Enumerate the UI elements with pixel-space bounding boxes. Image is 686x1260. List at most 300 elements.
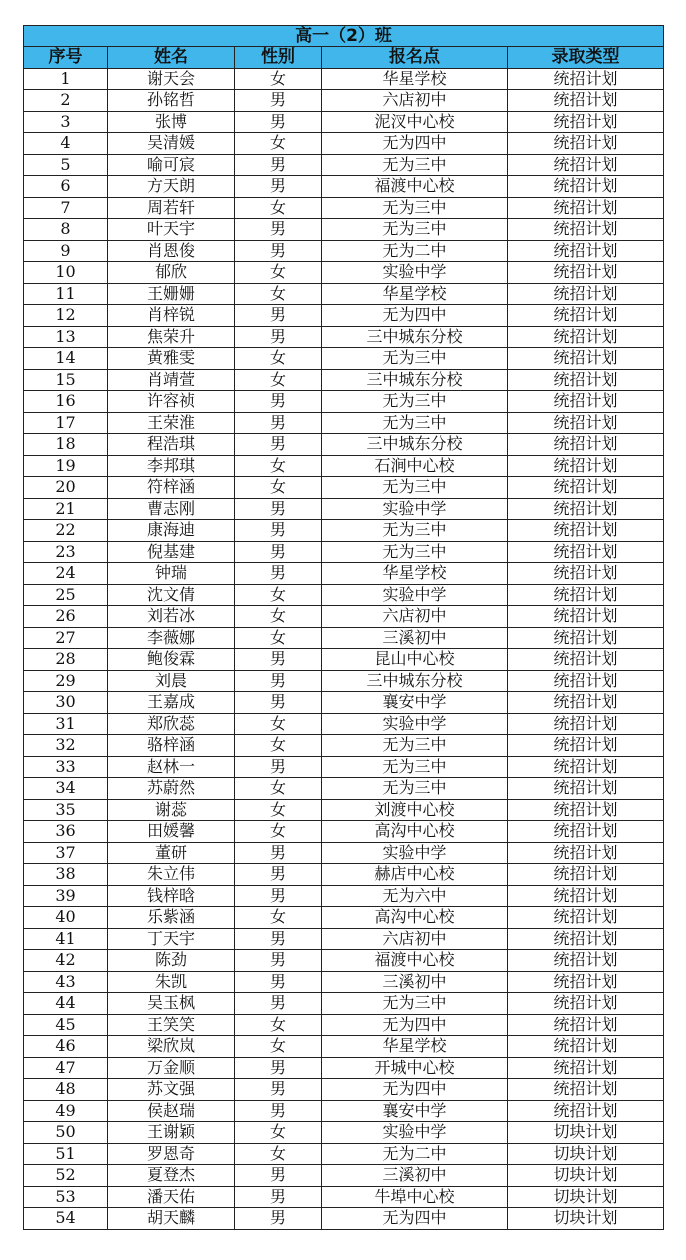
cell-serial: 30	[24, 692, 108, 714]
cell-serial: 50	[24, 1122, 108, 1144]
table-row	[24, 369, 664, 391]
table-row	[24, 692, 664, 714]
cell-name: 王笑笑	[108, 1014, 235, 1036]
cell-serial: 31	[24, 713, 108, 735]
cell-name: 董研	[108, 842, 235, 864]
cell-gender: 女	[235, 907, 322, 929]
cell-serial: 37	[24, 842, 108, 864]
cell-admission-type: 统招计划	[508, 240, 664, 262]
cell-admission-type: 统招计划	[508, 627, 664, 649]
cell-serial: 53	[24, 1186, 108, 1208]
cell-serial: 42	[24, 950, 108, 972]
cell-registration-site: 实验中学	[322, 262, 508, 284]
cell-registration-site: 高沟中心校	[322, 821, 508, 843]
table-row	[24, 305, 664, 327]
cell-serial: 20	[24, 477, 108, 499]
table-row	[24, 627, 664, 649]
cell-serial: 39	[24, 885, 108, 907]
cell-serial: 5	[24, 154, 108, 176]
cell-gender: 男	[235, 842, 322, 864]
cell-admission-type: 统招计划	[508, 907, 664, 929]
cell-registration-site: 三中城东分校	[322, 326, 508, 348]
cell-name: 朱立伟	[108, 864, 235, 886]
cell-registration-site: 无为三中	[322, 391, 508, 413]
cell-registration-site: 三中城东分校	[322, 369, 508, 391]
cell-name: 吴清媛	[108, 133, 235, 155]
cell-admission-type: 统招计划	[508, 391, 664, 413]
cell-admission-type: 统招计划	[508, 369, 664, 391]
cell-name: 陈劲	[108, 950, 235, 972]
cell-name: 梁欣岚	[108, 1036, 235, 1058]
cell-registration-site: 赫店中心校	[322, 864, 508, 886]
cell-gender: 男	[235, 670, 322, 692]
cell-name: 曹志刚	[108, 498, 235, 520]
cell-name: 焦荣升	[108, 326, 235, 348]
cell-gender: 男	[235, 1165, 322, 1187]
cell-admission-type: 统招计划	[508, 885, 664, 907]
cell-name: 黄雅雯	[108, 348, 235, 370]
cell-gender: 男	[235, 692, 322, 714]
cell-admission-type: 统招计划	[508, 197, 664, 219]
cell-admission-type: 统招计划	[508, 563, 664, 585]
cell-admission-type: 统招计划	[508, 90, 664, 112]
cell-admission-type: 统招计划	[508, 735, 664, 757]
cell-gender: 男	[235, 563, 322, 585]
cell-name: 罗恩奇	[108, 1143, 235, 1165]
cell-registration-site: 福渡中心校	[322, 176, 508, 198]
cell-name: 周若轩	[108, 197, 235, 219]
cell-admission-type: 统招计划	[508, 713, 664, 735]
cell-registration-site: 无为二中	[322, 1143, 508, 1165]
table-row	[24, 1186, 664, 1208]
cell-serial: 29	[24, 670, 108, 692]
table-row	[24, 326, 664, 348]
cell-admission-type: 统招计划	[508, 348, 664, 370]
table-row	[24, 649, 664, 671]
cell-admission-type: 统招计划	[508, 111, 664, 133]
cell-registration-site: 刘渡中心校	[322, 799, 508, 821]
cell-name: 朱凯	[108, 971, 235, 993]
cell-admission-type: 统招计划	[508, 455, 664, 477]
cell-gender: 女	[235, 778, 322, 800]
cell-name: 王谢颖	[108, 1122, 235, 1144]
cell-gender: 男	[235, 219, 322, 241]
cell-name: 符梓涵	[108, 477, 235, 499]
cell-serial: 8	[24, 219, 108, 241]
cell-gender: 男	[235, 111, 322, 133]
cell-serial: 4	[24, 133, 108, 155]
cell-serial: 11	[24, 283, 108, 305]
header-row	[24, 47, 664, 69]
cell-registration-site: 六店初中	[322, 606, 508, 628]
header-name: 姓名	[108, 47, 235, 69]
cell-registration-site: 无为三中	[322, 778, 508, 800]
cell-admission-type: 统招计划	[508, 262, 664, 284]
cell-name: 康海迪	[108, 520, 235, 542]
cell-gender: 女	[235, 584, 322, 606]
cell-gender: 男	[235, 649, 322, 671]
cell-admission-type: 统招计划	[508, 477, 664, 499]
cell-admission-type: 统招计划	[508, 778, 664, 800]
table-row	[24, 864, 664, 886]
cell-serial: 28	[24, 649, 108, 671]
cell-gender: 女	[235, 1014, 322, 1036]
table-row	[24, 993, 664, 1015]
cell-admission-type: 统招计划	[508, 219, 664, 241]
cell-name: 钟瑞	[108, 563, 235, 585]
cell-registration-site: 实验中学	[322, 498, 508, 520]
cell-gender: 男	[235, 391, 322, 413]
table-row	[24, 713, 664, 735]
cell-name: 骆梓涵	[108, 735, 235, 757]
cell-gender: 男	[235, 154, 322, 176]
cell-serial: 49	[24, 1100, 108, 1122]
cell-gender: 女	[235, 1122, 322, 1144]
table-row	[24, 197, 664, 219]
table-row	[24, 756, 664, 778]
cell-gender: 女	[235, 735, 322, 757]
table-row	[24, 477, 664, 499]
table-row	[24, 885, 664, 907]
cell-serial: 27	[24, 627, 108, 649]
class-title: 高一（2）班	[24, 26, 664, 47]
class-roster-table	[23, 25, 664, 1230]
cell-gender: 女	[235, 627, 322, 649]
cell-admission-type: 统招计划	[508, 1100, 664, 1122]
table-row	[24, 1208, 664, 1230]
cell-registration-site: 无为三中	[322, 219, 508, 241]
cell-admission-type: 统招计划	[508, 928, 664, 950]
cell-admission-type: 统招计划	[508, 520, 664, 542]
table-row	[24, 950, 664, 972]
table-row	[24, 928, 664, 950]
cell-gender: 男	[235, 412, 322, 434]
cell-registration-site: 无为三中	[322, 154, 508, 176]
cell-registration-site: 昆山中心校	[322, 649, 508, 671]
cell-admission-type: 统招计划	[508, 1014, 664, 1036]
cell-registration-site: 无为三中	[322, 735, 508, 757]
table-row	[24, 111, 664, 133]
cell-admission-type: 统招计划	[508, 670, 664, 692]
table-row	[24, 1165, 664, 1187]
table-row	[24, 154, 664, 176]
cell-registration-site: 无为四中	[322, 133, 508, 155]
cell-registration-site: 无为三中	[322, 520, 508, 542]
table-row	[24, 1014, 664, 1036]
table-row	[24, 68, 664, 90]
cell-gender: 女	[235, 1143, 322, 1165]
table-row	[24, 670, 664, 692]
cell-admission-type: 统招计划	[508, 799, 664, 821]
cell-registration-site: 三溪初中	[322, 627, 508, 649]
table-row	[24, 1079, 664, 1101]
cell-gender: 男	[235, 756, 322, 778]
table-row	[24, 971, 664, 993]
cell-serial: 23	[24, 541, 108, 563]
cell-registration-site: 无为三中	[322, 412, 508, 434]
table-row	[24, 1057, 664, 1079]
cell-admission-type: 统招计划	[508, 993, 664, 1015]
cell-admission-type: 统招计划	[508, 756, 664, 778]
cell-admission-type: 统招计划	[508, 1036, 664, 1058]
cell-serial: 51	[24, 1143, 108, 1165]
cell-admission-type: 统招计划	[508, 68, 664, 90]
cell-serial: 32	[24, 735, 108, 757]
cell-gender: 男	[235, 240, 322, 262]
cell-name: 胡天麟	[108, 1208, 235, 1230]
cell-gender: 女	[235, 713, 322, 735]
table-row	[24, 606, 664, 628]
cell-admission-type: 切块计划	[508, 1186, 664, 1208]
cell-gender: 男	[235, 950, 322, 972]
cell-admission-type: 统招计划	[508, 821, 664, 843]
cell-serial: 48	[24, 1079, 108, 1101]
cell-name: 王嘉成	[108, 692, 235, 714]
cell-gender: 男	[235, 498, 322, 520]
header-registration-site: 报名点	[322, 47, 508, 69]
cell-name: 刘晨	[108, 670, 235, 692]
cell-registration-site: 华星学校	[322, 283, 508, 305]
cell-gender: 男	[235, 885, 322, 907]
cell-serial: 15	[24, 369, 108, 391]
cell-serial: 36	[24, 821, 108, 843]
cell-serial: 33	[24, 756, 108, 778]
cell-admission-type: 统招计划	[508, 606, 664, 628]
cell-registration-site: 无为六中	[322, 885, 508, 907]
table-row	[24, 735, 664, 757]
cell-name: 谢天会	[108, 68, 235, 90]
cell-name: 李薇娜	[108, 627, 235, 649]
table-row	[24, 541, 664, 563]
cell-registration-site: 三中城东分校	[322, 434, 508, 456]
cell-serial: 45	[24, 1014, 108, 1036]
cell-name: 沈文倩	[108, 584, 235, 606]
cell-gender: 男	[235, 1100, 322, 1122]
table-row	[24, 1122, 664, 1144]
table-row	[24, 90, 664, 112]
cell-name: 鲍俊霖	[108, 649, 235, 671]
cell-name: 肖恩俊	[108, 240, 235, 262]
cell-admission-type: 统招计划	[508, 154, 664, 176]
cell-admission-type: 统招计划	[508, 412, 664, 434]
cell-admission-type: 统招计划	[508, 842, 664, 864]
cell-gender: 男	[235, 1186, 322, 1208]
cell-gender: 男	[235, 1208, 322, 1230]
cell-name: 赵林一	[108, 756, 235, 778]
cell-admission-type: 切块计划	[508, 1208, 664, 1230]
cell-registration-site: 无为三中	[322, 348, 508, 370]
cell-registration-site: 开城中心校	[322, 1057, 508, 1079]
cell-gender: 女	[235, 133, 322, 155]
cell-registration-site: 襄安中学	[322, 1100, 508, 1122]
cell-gender: 男	[235, 326, 322, 348]
cell-name: 李邦琪	[108, 455, 235, 477]
table-row	[24, 262, 664, 284]
cell-serial: 34	[24, 778, 108, 800]
cell-gender: 男	[235, 305, 322, 327]
cell-registration-site: 三中城东分校	[322, 670, 508, 692]
table-row	[24, 176, 664, 198]
cell-admission-type: 统招计划	[508, 1079, 664, 1101]
cell-registration-site: 华星学校	[322, 68, 508, 90]
cell-serial: 40	[24, 907, 108, 929]
cell-serial: 24	[24, 563, 108, 585]
cell-gender: 男	[235, 864, 322, 886]
cell-gender: 男	[235, 1057, 322, 1079]
cell-admission-type: 统招计划	[508, 498, 664, 520]
cell-name: 苏蔚然	[108, 778, 235, 800]
cell-registration-site: 三溪初中	[322, 971, 508, 993]
cell-serial: 6	[24, 176, 108, 198]
cell-serial: 21	[24, 498, 108, 520]
cell-gender: 女	[235, 348, 322, 370]
cell-gender: 男	[235, 90, 322, 112]
cell-name: 张博	[108, 111, 235, 133]
cell-admission-type: 统招计划	[508, 1057, 664, 1079]
table-row	[24, 842, 664, 864]
cell-registration-site: 六店初中	[322, 90, 508, 112]
cell-registration-site: 牛埠中心校	[322, 1186, 508, 1208]
cell-name: 刘若冰	[108, 606, 235, 628]
cell-admission-type: 统招计划	[508, 434, 664, 456]
cell-registration-site: 襄安中学	[322, 692, 508, 714]
cell-serial: 22	[24, 520, 108, 542]
cell-name: 喻可宸	[108, 154, 235, 176]
cell-gender: 男	[235, 434, 322, 456]
cell-gender: 男	[235, 928, 322, 950]
cell-serial: 19	[24, 455, 108, 477]
cell-admission-type: 统招计划	[508, 326, 664, 348]
header-gender: 性别	[235, 47, 322, 69]
cell-name: 万金顺	[108, 1057, 235, 1079]
table-row	[24, 219, 664, 241]
cell-gender: 男	[235, 971, 322, 993]
cell-registration-site: 华星学校	[322, 1036, 508, 1058]
table-row	[24, 799, 664, 821]
table-row	[24, 1100, 664, 1122]
table-row	[24, 133, 664, 155]
table-row	[24, 778, 664, 800]
cell-serial: 2	[24, 90, 108, 112]
cell-registration-site: 无为四中	[322, 305, 508, 327]
cell-gender: 男	[235, 520, 322, 542]
cell-registration-site: 华星学校	[322, 563, 508, 585]
cell-serial: 52	[24, 1165, 108, 1187]
cell-gender: 男	[235, 1079, 322, 1101]
cell-gender: 男	[235, 993, 322, 1015]
table-row	[24, 821, 664, 843]
cell-gender: 女	[235, 455, 322, 477]
cell-name: 夏登杰	[108, 1165, 235, 1187]
cell-gender: 女	[235, 799, 322, 821]
cell-registration-site: 无为三中	[322, 541, 508, 563]
cell-admission-type: 统招计划	[508, 950, 664, 972]
cell-serial: 12	[24, 305, 108, 327]
cell-registration-site: 实验中学	[322, 584, 508, 606]
cell-name: 乐紫涵	[108, 907, 235, 929]
header-serial: 序号	[24, 47, 108, 69]
cell-gender: 男	[235, 541, 322, 563]
cell-gender: 男	[235, 176, 322, 198]
cell-gender: 女	[235, 1036, 322, 1058]
cell-name: 倪基建	[108, 541, 235, 563]
cell-registration-site: 六店初中	[322, 928, 508, 950]
cell-name: 孙铭哲	[108, 90, 235, 112]
cell-serial: 41	[24, 928, 108, 950]
table-row	[24, 1143, 664, 1165]
cell-serial: 47	[24, 1057, 108, 1079]
cell-serial: 1	[24, 68, 108, 90]
cell-name: 侯赵瑞	[108, 1100, 235, 1122]
cell-name: 田媛馨	[108, 821, 235, 843]
cell-registration-site: 无为四中	[322, 1014, 508, 1036]
cell-registration-site: 高沟中心校	[322, 907, 508, 929]
cell-admission-type: 统招计划	[508, 133, 664, 155]
cell-registration-site: 福渡中心校	[322, 950, 508, 972]
cell-registration-site: 无为三中	[322, 197, 508, 219]
cell-serial: 10	[24, 262, 108, 284]
cell-registration-site: 无为四中	[322, 1208, 508, 1230]
cell-name: 程浩琪	[108, 434, 235, 456]
header-admission-type: 录取类型	[508, 47, 664, 69]
cell-serial: 43	[24, 971, 108, 993]
cell-serial: 7	[24, 197, 108, 219]
cell-serial: 38	[24, 864, 108, 886]
cell-admission-type: 统招计划	[508, 176, 664, 198]
cell-registration-site: 无为三中	[322, 477, 508, 499]
cell-serial: 9	[24, 240, 108, 262]
table-row	[24, 348, 664, 370]
cell-gender: 女	[235, 283, 322, 305]
cell-name: 谢蕊	[108, 799, 235, 821]
cell-name: 苏文强	[108, 1079, 235, 1101]
cell-name: 郑欣蕊	[108, 713, 235, 735]
cell-name: 吴玉枫	[108, 993, 235, 1015]
cell-admission-type: 统招计划	[508, 692, 664, 714]
cell-gender: 女	[235, 369, 322, 391]
cell-gender: 女	[235, 477, 322, 499]
cell-registration-site: 三溪初中	[322, 1165, 508, 1187]
cell-gender: 女	[235, 68, 322, 90]
cell-name: 潘天佑	[108, 1186, 235, 1208]
cell-registration-site: 石涧中心校	[322, 455, 508, 477]
table-row	[24, 520, 664, 542]
cell-name: 肖梓锐	[108, 305, 235, 327]
cell-name: 钱梓晗	[108, 885, 235, 907]
cell-name: 许容祯	[108, 391, 235, 413]
cell-serial: 14	[24, 348, 108, 370]
table-row	[24, 584, 664, 606]
table-row	[24, 498, 664, 520]
cell-gender: 女	[235, 606, 322, 628]
cell-admission-type: 切块计划	[508, 1165, 664, 1187]
cell-gender: 女	[235, 821, 322, 843]
cell-gender: 女	[235, 262, 322, 284]
cell-serial: 13	[24, 326, 108, 348]
cell-gender: 女	[235, 197, 322, 219]
cell-name: 肖靖萱	[108, 369, 235, 391]
cell-admission-type: 切块计划	[508, 1122, 664, 1144]
cell-registration-site: 泥汊中心校	[322, 111, 508, 133]
cell-registration-site: 无为四中	[322, 1079, 508, 1101]
cell-admission-type: 切块计划	[508, 1143, 664, 1165]
cell-name: 郁欣	[108, 262, 235, 284]
title-row	[24, 26, 664, 47]
cell-name: 丁天宇	[108, 928, 235, 950]
cell-serial: 16	[24, 391, 108, 413]
cell-admission-type: 统招计划	[508, 584, 664, 606]
cell-registration-site: 无为三中	[322, 756, 508, 778]
